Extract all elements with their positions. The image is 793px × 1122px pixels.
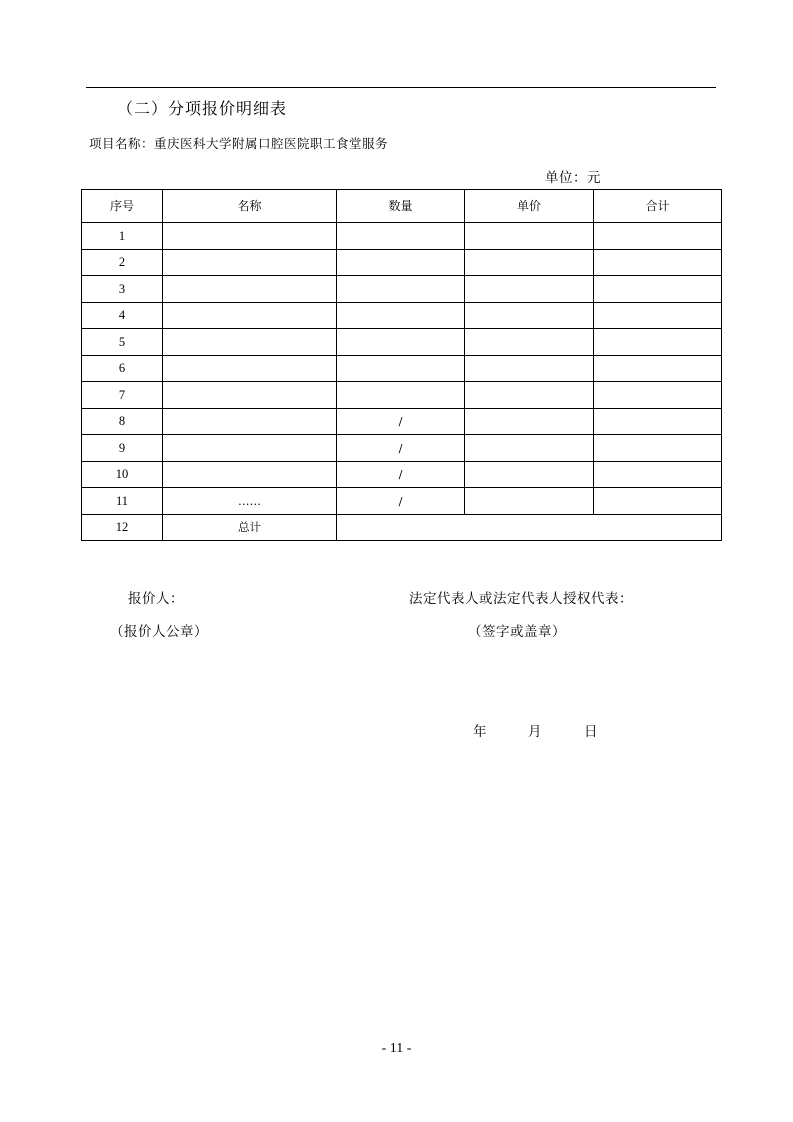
row-number-cell: 5 [82, 329, 163, 356]
row-qty-cell [337, 302, 465, 329]
row-price-cell [465, 329, 594, 356]
table-row [82, 408, 722, 435]
row-total-cell [594, 249, 722, 276]
row-total-cell [594, 408, 722, 435]
header-cell-no: 序号 [82, 190, 163, 223]
project-line [89, 134, 388, 152]
table-row [82, 435, 722, 462]
table-row [82, 276, 722, 303]
row-number-cell: 11 [82, 488, 163, 515]
row-total-cell [594, 302, 722, 329]
row-price-cell [465, 382, 594, 409]
row-total-cell [594, 355, 722, 382]
row-name-cell [163, 302, 337, 329]
table-header-row [82, 190, 722, 223]
header-cell-qty: 数量 [337, 190, 465, 223]
row-name-cell [163, 355, 337, 382]
row-price-cell [465, 435, 594, 462]
row-name-cell [163, 249, 337, 276]
row-qty-cell [337, 355, 465, 382]
row-price-cell [465, 223, 594, 250]
row-total-cell [594, 329, 722, 356]
total-label-cell: 总计 [163, 514, 337, 541]
row-total-cell [594, 382, 722, 409]
total-amount-cell [337, 514, 722, 541]
table-body [82, 190, 722, 541]
row-total-cell [594, 461, 722, 488]
row-price-cell [465, 249, 594, 276]
row-qty-cell: / [337, 408, 465, 435]
table-row [82, 488, 722, 515]
row-number-cell: 9 [82, 435, 163, 462]
project-label: 项目名称： [89, 136, 155, 151]
total-row-number-cell: 12 [82, 514, 163, 541]
row-name-cell [163, 276, 337, 303]
row-qty-cell [337, 249, 465, 276]
row-number-cell: 8 [82, 408, 163, 435]
row-name-cell [163, 461, 337, 488]
row-name-cell: …… [163, 488, 337, 515]
row-qty-cell: / [337, 461, 465, 488]
row-price-cell [465, 408, 594, 435]
row-qty-cell: / [337, 488, 465, 515]
table-row [82, 249, 722, 276]
row-number-cell: 7 [82, 382, 163, 409]
header-cell-price: 单价 [465, 190, 594, 223]
table-row [82, 382, 722, 409]
row-name-cell [163, 382, 337, 409]
row-total-cell [594, 223, 722, 250]
row-name-cell [163, 223, 337, 250]
total-row [82, 514, 722, 541]
date-day: 日 [584, 724, 598, 740]
row-total-cell [594, 435, 722, 462]
table-row [82, 329, 722, 356]
representative-sign-note: （签字或盖章） [468, 624, 566, 640]
header-cell-name: 名称 [163, 190, 337, 223]
project-name: 重庆医科大学附属口腔医院职工食堂服务 [154, 136, 389, 151]
row-name-cell [163, 329, 337, 356]
representative-label: 法定代表人或法定代表人授权代表： [409, 591, 633, 607]
row-qty-cell [337, 223, 465, 250]
row-name-cell [163, 435, 337, 462]
row-qty-cell [337, 329, 465, 356]
header-rule [86, 87, 716, 88]
quoter-label: 报价人： [128, 591, 184, 607]
quoter-seal-note: （报价人公章） [110, 624, 208, 640]
unit-label: 单位：元 [545, 170, 601, 186]
page-number: - 11 - [381, 1041, 412, 1056]
row-price-cell [465, 355, 594, 382]
row-number-cell: 10 [82, 461, 163, 488]
date-year: 年 [473, 724, 487, 740]
row-qty-cell: / [337, 435, 465, 462]
row-number-cell: 1 [82, 223, 163, 250]
row-total-cell [594, 488, 722, 515]
row-number-cell: 2 [82, 249, 163, 276]
row-number-cell: 4 [82, 302, 163, 329]
row-total-cell [594, 276, 722, 303]
date-month: 月 [528, 724, 542, 740]
row-price-cell [465, 302, 594, 329]
row-number-cell: 3 [82, 276, 163, 303]
section-title: （二）分项报价明细表 [117, 99, 288, 118]
table-row [82, 355, 722, 382]
row-price-cell [465, 461, 594, 488]
row-number-cell: 6 [82, 355, 163, 382]
row-qty-cell [337, 382, 465, 409]
row-name-cell [163, 408, 337, 435]
header-cell-total: 合计 [594, 190, 722, 223]
row-price-cell [465, 276, 594, 303]
table-row [82, 223, 722, 250]
row-qty-cell [337, 276, 465, 303]
table-row [82, 461, 722, 488]
row-price-cell [465, 488, 594, 515]
price-detail-table [81, 189, 722, 541]
table-row [82, 302, 722, 329]
